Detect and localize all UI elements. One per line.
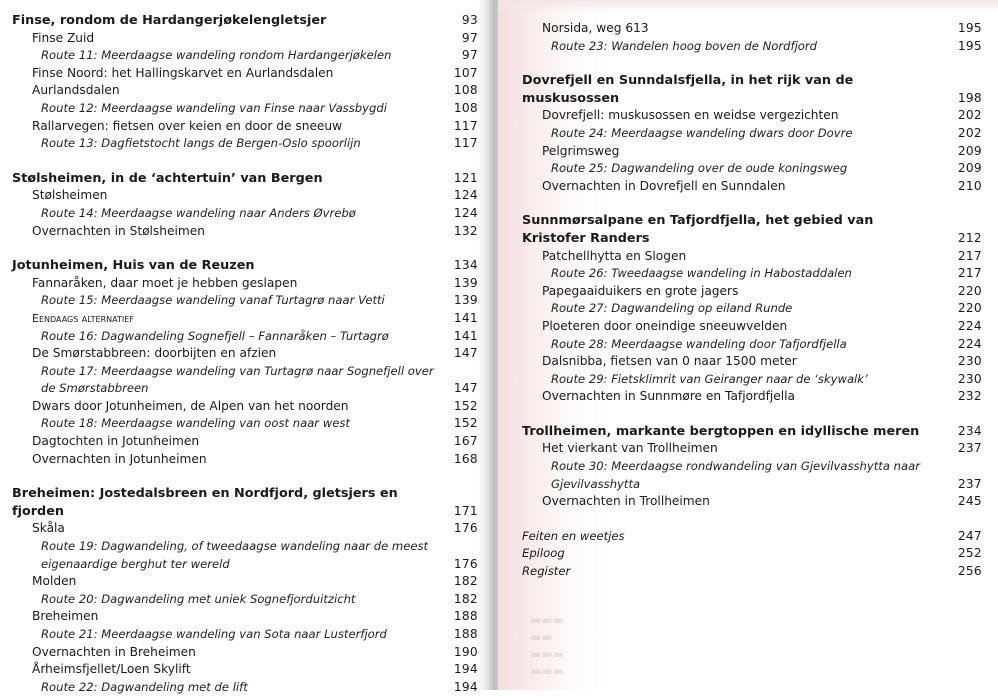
entry-text: Register bbox=[522, 564, 571, 579]
toc-subsection-entry[interactable] bbox=[522, 493, 982, 511]
page-number: 195 bbox=[957, 21, 982, 35]
toc-route-entry[interactable] bbox=[12, 292, 478, 310]
toc-route-entry-title bbox=[522, 300, 950, 318]
toc-subsection-entry[interactable] bbox=[12, 82, 478, 100]
page-number: 210 bbox=[957, 178, 982, 193]
page-number: 93 bbox=[461, 13, 478, 27]
toc-subsection-entry[interactable] bbox=[522, 353, 982, 371]
toc-route-entry[interactable] bbox=[522, 458, 982, 493]
entry-text: Het vierkant van Trollheimen bbox=[542, 441, 718, 456]
toc-subsection-entry-title bbox=[12, 187, 446, 205]
toc-subsection-entry-title bbox=[522, 493, 950, 511]
toc-subsection-entry-title bbox=[12, 345, 446, 363]
toc-subsection-entry-title bbox=[522, 20, 950, 38]
toc-subsection-entry-title bbox=[12, 398, 446, 416]
toc-section-heading-title bbox=[12, 485, 446, 520]
page-number: 139 bbox=[453, 275, 478, 290]
entry-text: Breheimen: Jostedalsbreen en Nordfjord, gletsjers en fjorden bbox=[12, 486, 398, 519]
toc-subsection-entry-title bbox=[12, 661, 446, 679]
toc-subsection-entry[interactable] bbox=[12, 451, 478, 469]
toc-subsection-entry[interactable] bbox=[522, 20, 982, 38]
toc-route-entry-title bbox=[12, 100, 446, 118]
toc-subsection-entry[interactable] bbox=[12, 644, 478, 662]
entry-text: Route 27: Dagwandeling op eiland Runde bbox=[551, 301, 793, 316]
entry-text: Dalsnibba, fietsen van 0 naar 1500 meter bbox=[542, 354, 797, 369]
entry-text: Route 16: Dagwandeling Sognefjell – Fannaråken – Turtagrø bbox=[41, 328, 389, 343]
toc-subsection-entry[interactable] bbox=[12, 345, 478, 363]
page-number: 141 bbox=[453, 328, 478, 343]
toc-route-entry[interactable] bbox=[12, 591, 478, 609]
entry-text: Route 17: Meerdaagse wandeling van Turtagrø naar Sognefjell over bbox=[41, 363, 434, 378]
entry-text: Overnachten in Breheimen bbox=[32, 644, 196, 659]
page-number: 224 bbox=[957, 336, 982, 351]
toc-subsection-entry[interactable] bbox=[522, 440, 982, 458]
page-number: 234 bbox=[957, 423, 982, 438]
entry-text: Route 11: Meerdaagse wandeling rondom Hardangerjøkelen bbox=[41, 48, 392, 63]
entry-text: Route 26: Tweedaagse wandeling in Habostaddalen bbox=[551, 266, 852, 281]
toc-route-entry[interactable] bbox=[12, 135, 478, 153]
toc-subsection-entry-title bbox=[12, 644, 446, 662]
toc-route-entry-title bbox=[12, 591, 446, 609]
toc-route-entry[interactable] bbox=[522, 160, 982, 178]
toc-route-entry-title bbox=[12, 328, 446, 346]
page-number: 232 bbox=[957, 389, 982, 404]
entry-text: Stølsheimen, in de ‘achtertuin’ van Bergen bbox=[12, 170, 323, 186]
toc-subsection-entry-title bbox=[522, 248, 950, 266]
page-number: 121 bbox=[453, 170, 478, 185]
toc-section-heading-title bbox=[522, 72, 950, 107]
page-number: 147 bbox=[453, 381, 478, 396]
entry-text: Route 28: Meerdaagse wandeling door Tafjordfjella bbox=[551, 336, 847, 351]
toc-back-matter-entry-title bbox=[522, 563, 950, 581]
entry-text-continued: Kristofer Randers bbox=[522, 230, 650, 246]
entry-text: Rallarvegen: fietsen over keien en door de sneeuw bbox=[32, 118, 343, 133]
entry-text: Skåla bbox=[32, 521, 65, 536]
toc-route-entry-title bbox=[12, 47, 446, 65]
entry-text: Stølsheimen bbox=[32, 188, 108, 203]
toc-section-heading[interactable] bbox=[522, 72, 982, 107]
toc-back-matter-entry-title bbox=[522, 545, 950, 563]
page-number: 256 bbox=[957, 564, 982, 579]
toc-route-entry[interactable] bbox=[522, 265, 982, 283]
toc-subsection-entry[interactable] bbox=[12, 433, 478, 451]
toc-subsection-entry[interactable] bbox=[522, 318, 982, 336]
toc-route-entry[interactable] bbox=[12, 100, 478, 118]
toc-subsection-entry[interactable] bbox=[522, 283, 982, 301]
toc-subsection-entry[interactable] bbox=[12, 608, 478, 626]
page-number: 182 bbox=[453, 574, 478, 589]
toc-route-entry-title bbox=[522, 160, 950, 178]
left-page bbox=[0, 0, 486, 694]
toc-route-entry[interactable] bbox=[522, 300, 982, 318]
toc-route-entry[interactable] bbox=[12, 205, 478, 223]
toc-back-matter-entry-title bbox=[522, 528, 950, 546]
entry-text: Overnachten in Sunnmøre en Tafjordfjella bbox=[542, 389, 796, 404]
page-number: 230 bbox=[957, 371, 982, 386]
entry-text: Årheimsfjellet/Loen Skylift bbox=[32, 662, 191, 677]
entry-text: Route 18: Meerdaagse wandeling van oost naar west bbox=[41, 416, 350, 431]
toc-route-entry[interactable] bbox=[12, 538, 478, 573]
toc-subsection-entry[interactable] bbox=[12, 275, 478, 293]
toc-subsection-entry-title bbox=[12, 223, 446, 241]
toc-back-matter-entry[interactable] bbox=[522, 528, 982, 546]
entry-text: Patchellhytta en Slogen bbox=[542, 248, 687, 263]
entry-text: Overnachten in Jotunheimen bbox=[32, 451, 207, 466]
page-number: 220 bbox=[957, 283, 982, 298]
toc-left bbox=[12, 12, 478, 696]
page-number: 97 bbox=[461, 48, 478, 63]
entry-text: Norsida, weg 613 bbox=[542, 21, 649, 35]
entry-text: Pelgrimsweg bbox=[542, 143, 620, 158]
entry-text: Route 25: Dagwandeling over de oude koningsweg bbox=[551, 161, 848, 176]
toc-route-entry[interactable] bbox=[522, 125, 982, 143]
entry-text: Route 15: Meerdaagse wandeling vanaf Turtagrø naar Vetti bbox=[41, 293, 385, 308]
page-number: 209 bbox=[957, 161, 982, 176]
page-number: 237 bbox=[957, 476, 982, 491]
page-number: 237 bbox=[957, 441, 982, 456]
entry-text: Papegaaiduikers en grote jagers bbox=[542, 283, 739, 298]
page-number: 176 bbox=[453, 556, 478, 571]
toc-subsection-entry[interactable] bbox=[522, 107, 982, 125]
page-number: 108 bbox=[453, 83, 478, 98]
toc-subsection-entry-title bbox=[12, 433, 446, 451]
page-number: 212 bbox=[957, 230, 982, 245]
toc-section-heading-title bbox=[522, 423, 950, 441]
toc-subsection-entry[interactable] bbox=[12, 118, 478, 136]
toc-subsection-entry[interactable] bbox=[12, 520, 478, 538]
page-number: 190 bbox=[453, 644, 478, 659]
page-number: 209 bbox=[957, 143, 982, 158]
page-number: 195 bbox=[957, 38, 982, 53]
toc-subsection-entry-title bbox=[522, 388, 950, 406]
page-number: 194 bbox=[453, 679, 478, 694]
page-number: 194 bbox=[453, 662, 478, 677]
toc-subsection-entry[interactable] bbox=[12, 30, 478, 48]
page-number: 217 bbox=[957, 248, 982, 263]
toc-route-entry-title bbox=[522, 265, 950, 283]
toc-section-heading-title bbox=[522, 212, 950, 247]
toc-route-entry[interactable] bbox=[12, 47, 478, 65]
toc-section-heading-title bbox=[12, 170, 446, 188]
entry-text: Jotunheimen, Huis van de Reuzen bbox=[12, 258, 255, 274]
entry-text-continued: Gjevilvasshytta bbox=[551, 476, 641, 491]
toc-subsection-entry-title bbox=[522, 353, 950, 371]
page-number: 141 bbox=[453, 310, 478, 325]
toc-section-heading[interactable] bbox=[522, 423, 982, 441]
toc-section-heading[interactable] bbox=[12, 12, 478, 30]
toc-subsection-entry-title bbox=[522, 143, 950, 161]
toc-subsection-entry[interactable] bbox=[12, 65, 478, 83]
toc-route-entry-title bbox=[12, 538, 446, 573]
toc-route-entry-title bbox=[12, 205, 446, 223]
toc-route-entry[interactable] bbox=[12, 363, 478, 398]
page-number: 202 bbox=[957, 125, 982, 140]
toc-route-entry-title bbox=[12, 679, 446, 696]
toc-subsection-entry[interactable] bbox=[522, 248, 982, 266]
page-number: 117 bbox=[453, 136, 478, 151]
entry-text: Feiten en weetjes bbox=[522, 528, 625, 543]
entry-text: Overnachten in Dovrefjell en Sunndalen bbox=[542, 178, 786, 193]
entry-text: Sunnmørsalpane en Tafjordfjella, het gebied van bbox=[522, 213, 874, 229]
entry-text: Trollheimen, markante bergtoppen en idyllische meren bbox=[522, 423, 920, 439]
page-number: 108 bbox=[453, 100, 478, 115]
page-number: 171 bbox=[453, 503, 478, 518]
page-number: 134 bbox=[453, 258, 478, 273]
page-number: 132 bbox=[453, 223, 478, 238]
entry-text: Route 19: Dagwandeling, of tweedaagse wandeling naar de meest bbox=[41, 539, 429, 554]
page-number: 152 bbox=[453, 416, 478, 431]
toc-subsection-entry-title bbox=[12, 65, 446, 83]
toc-subsection-entry[interactable] bbox=[12, 310, 478, 328]
page-number: 220 bbox=[957, 301, 982, 316]
toc-route-entry[interactable] bbox=[522, 371, 982, 389]
toc-subsection-entry-title bbox=[522, 318, 950, 336]
page-number: 168 bbox=[453, 451, 478, 466]
toc-route-entry[interactable] bbox=[522, 38, 982, 56]
toc-route-entry-title bbox=[522, 336, 950, 354]
toc-section-heading-title bbox=[12, 12, 446, 30]
entry-text: Molden bbox=[32, 574, 77, 589]
entry-text: Eendaags alternatief bbox=[32, 311, 134, 325]
page-number: 147 bbox=[453, 346, 478, 361]
toc-subsection-entry-title bbox=[12, 608, 446, 626]
page-number: 139 bbox=[453, 293, 478, 308]
entry-text: Route 20: Dagwandeling met uniek Sognefjorduitzicht bbox=[41, 591, 356, 606]
entry-text: Finse Noord: het Hallingskarvet en Aurlandsdalen bbox=[32, 65, 334, 80]
toc-route-entry-title bbox=[12, 363, 446, 398]
toc-subsection-entry[interactable] bbox=[522, 178, 982, 196]
toc-subsection-entry-title bbox=[12, 82, 446, 100]
entry-text: Route 12: Meerdaagse wandeling van Finse naar Vassbygdi bbox=[41, 100, 387, 115]
entry-text: Breheimen bbox=[32, 609, 99, 624]
entry-text: Dovrefjell: muskusossen en weidse vergezichten bbox=[542, 108, 839, 123]
entry-text: Dovrefjell en Sunndalsfjella, in het rijk van de muskusossen bbox=[522, 73, 854, 106]
entry-text: Route 23: Wandelen hoog boven de Nordfjord bbox=[551, 38, 818, 53]
toc-section-heading-title bbox=[12, 257, 446, 275]
toc-subsection-entry-title bbox=[12, 573, 446, 591]
toc-subsection-entry-title bbox=[12, 520, 446, 538]
page-number: 97 bbox=[461, 30, 478, 45]
page-number: 217 bbox=[957, 266, 982, 281]
toc-subsection-entry[interactable] bbox=[522, 388, 982, 406]
toc-subsection-entry-title bbox=[522, 107, 950, 125]
entry-text: De Smørstabbreen: doorbijten en afzien bbox=[32, 346, 277, 361]
show-through-text: ▬▬▬ ▬▬ ▬▬▬ ▬▬▬ bbox=[530, 613, 565, 678]
toc-subsection-entry-title bbox=[12, 451, 446, 469]
toc-route-entry-title bbox=[522, 458, 950, 493]
toc-subsection-entry[interactable] bbox=[12, 573, 478, 591]
toc-route-entry-title bbox=[12, 135, 446, 153]
toc-subsection-entry-title bbox=[522, 440, 950, 458]
entry-text: Dagtochten in Jotunheimen bbox=[32, 434, 200, 449]
toc-route-entry[interactable] bbox=[12, 626, 478, 644]
page-number: 252 bbox=[957, 546, 982, 561]
page-number: 107 bbox=[453, 65, 478, 80]
right-page bbox=[498, 0, 998, 690]
page-number: 198 bbox=[957, 90, 982, 105]
page-number: 182 bbox=[453, 591, 478, 606]
entry-text: Finse Zuid bbox=[32, 30, 95, 45]
toc-route-entry[interactable] bbox=[12, 415, 478, 433]
entry-text: Dwars door Jotunheimen, de Alpen van het noorden bbox=[32, 398, 349, 413]
entry-text: Overnachten in Trollheimen bbox=[542, 494, 710, 509]
toc-section-heading[interactable] bbox=[12, 170, 478, 188]
entry-text: Finse, rondom de Hardangerjøkelengletsjer bbox=[12, 13, 327, 28]
entry-text: Route 29: Fietsklimrit van Geiranger naar de ‘skywalk’ bbox=[551, 371, 868, 386]
entry-text: Aurlandsdalen bbox=[32, 83, 120, 98]
toc-back-matter-entry[interactable] bbox=[522, 563, 982, 581]
page-number: 176 bbox=[453, 521, 478, 536]
toc-subsection-entry[interactable] bbox=[522, 143, 982, 161]
page-number: 224 bbox=[957, 318, 982, 333]
toc-subsection-entry-title bbox=[522, 283, 950, 301]
entry-text: Route 14: Meerdaagse wandeling naar Anders Øvrebø bbox=[41, 205, 356, 220]
entry-text: Route 21: Meerdaagse wandeling van Sota naar Lusterfjord bbox=[41, 627, 387, 641]
page-number: 152 bbox=[453, 398, 478, 413]
toc-route-entry-title bbox=[12, 292, 446, 310]
toc-subsection-entry-title bbox=[12, 30, 446, 48]
toc-right bbox=[522, 20, 982, 581]
toc-subsection-entry-title bbox=[12, 310, 446, 328]
toc-subsection-entry[interactable] bbox=[12, 661, 478, 679]
toc-route-entry[interactable] bbox=[12, 328, 478, 346]
toc-subsection-entry[interactable] bbox=[12, 223, 478, 241]
entry-text: Route 22: Dagwandeling met de lift bbox=[41, 679, 248, 694]
toc-route-entry-title bbox=[12, 415, 446, 433]
toc-route-entry-title bbox=[522, 125, 950, 143]
toc-route-entry-title bbox=[12, 626, 446, 644]
toc-route-entry[interactable] bbox=[12, 679, 478, 696]
page-edge-shadow bbox=[498, 0, 998, 12]
page-number: 188 bbox=[453, 627, 478, 641]
toc-subsection-entry[interactable] bbox=[12, 398, 478, 416]
toc-subsection-entry-title bbox=[12, 118, 446, 136]
toc-subsection-entry[interactable] bbox=[12, 187, 478, 205]
toc-section-heading[interactable] bbox=[12, 257, 478, 275]
entry-text: Route 13: Dagfietstocht langs de Bergen-Oslo spoorlijn bbox=[41, 136, 361, 151]
entry-text: Ploeteren door oneindige sneeuwvelden bbox=[542, 318, 788, 333]
page-number: 247 bbox=[957, 528, 982, 543]
entry-text: Route 24: Meerdaagse wandeling dwars door Dovre bbox=[551, 125, 853, 140]
toc-route-entry[interactable] bbox=[522, 336, 982, 354]
page-number: 117 bbox=[453, 118, 478, 133]
toc-section-heading[interactable] bbox=[12, 485, 478, 520]
entry-text: Route 30: Meerdaagse rondwandeling van Gjevilvasshytta naar bbox=[551, 459, 920, 474]
toc-back-matter-entry[interactable] bbox=[522, 545, 982, 563]
toc-route-entry-title bbox=[522, 38, 950, 56]
page-number: 230 bbox=[957, 354, 982, 369]
page-number: 245 bbox=[957, 494, 982, 509]
page-number: 188 bbox=[453, 609, 478, 624]
entry-text-continued: de Smørstabbreen bbox=[41, 381, 149, 396]
toc-section-heading[interactable] bbox=[522, 212, 982, 247]
entry-text: Epiloog bbox=[522, 546, 565, 561]
page-number: 124 bbox=[453, 188, 478, 203]
page-number: 124 bbox=[453, 205, 478, 220]
toc-subsection-entry-title bbox=[12, 275, 446, 293]
entry-text: Overnachten in Stølsheimen bbox=[32, 223, 205, 238]
page-number: 202 bbox=[957, 108, 982, 123]
toc-route-entry-title bbox=[522, 371, 950, 389]
entry-text-continued: eigenaardige berghut ter wereld bbox=[41, 556, 230, 571]
toc-subsection-entry-title bbox=[522, 178, 950, 196]
page-number: 167 bbox=[453, 434, 478, 449]
entry-text: Fannaråken, daar moet je hebben geslapen bbox=[32, 275, 298, 290]
